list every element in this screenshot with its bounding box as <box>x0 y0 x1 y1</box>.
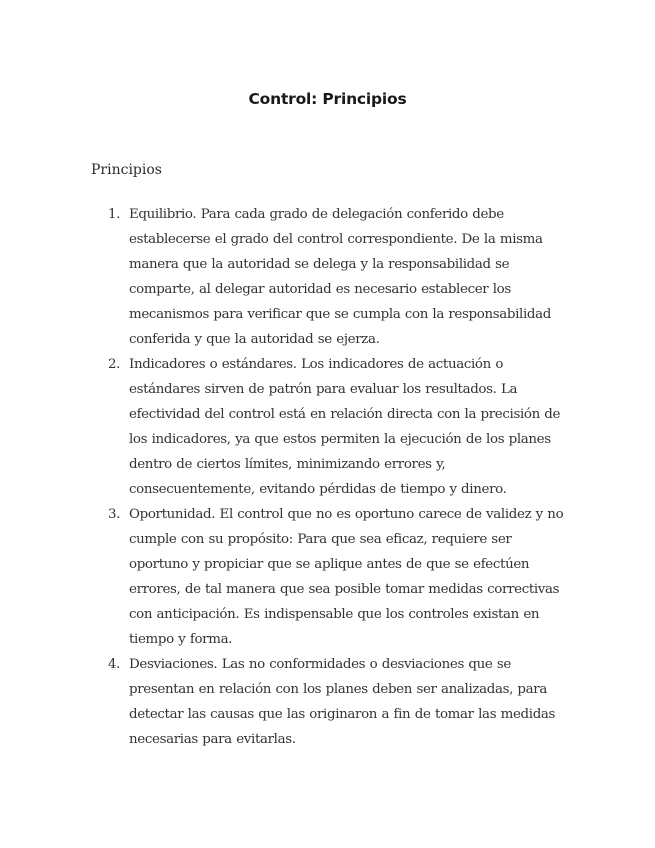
list-item-text: Oportunidad. El control que no es oportuno carece de validez y no cumple con su propósito: Para que sea eficaz, requiere ser oportuno y propiciar que se aplique antes de que se efectúen errores, de tal manera que sea posible tomar medidas correctivas con anticipación. Es indispensable que los controles existan en tiempo y forma. <box>129 507 564 647</box>
list-item-text: Indicadores o estándares. Los indicadores de actuación o estándares sirven de patrón para evaluar los resultados. La efectividad del control está en relación directa con la precisión de los indicadores, ya que estos permiten la ejecución de los planes dentro de ciertos límites, minimizando errores y, consecuentemente, evitando pérdidas de tiempo y dinero. <box>129 357 561 497</box>
list-item-number: 4. <box>108 657 121 672</box>
page-title: Control: Principios <box>248 90 407 108</box>
list-item-number: 3. <box>108 507 121 522</box>
section-heading: Principios <box>91 162 162 178</box>
list-item-desviaciones <box>104 652 574 752</box>
list-item-indicadores <box>104 352 574 502</box>
list-item-oportunidad <box>104 502 574 652</box>
list-item-number: 2. <box>108 357 121 372</box>
list-item-text: Desviaciones. Las no conformidades o desviaciones que se presentan en relación con los planes deben ser analizadas, para detectar las causas que las originaron a fin de tomar las medidas necesarias para evitarlas. <box>129 657 556 747</box>
principles-list <box>104 202 574 752</box>
list-item-number: 1. <box>108 207 121 222</box>
list-item-equilibrio <box>104 202 574 352</box>
list-item-text: Equilibrio. Para cada grado de delegación conferido debe establecerse el grado del control correspondiente. De la misma manera que la autoridad se delega y la responsabilidad se comparte, al delegar autoridad es necesario establecer los mecanismos para verificar que se cumpla con la responsabilidad conferida y que la autoridad se ejerza. <box>129 207 551 347</box>
